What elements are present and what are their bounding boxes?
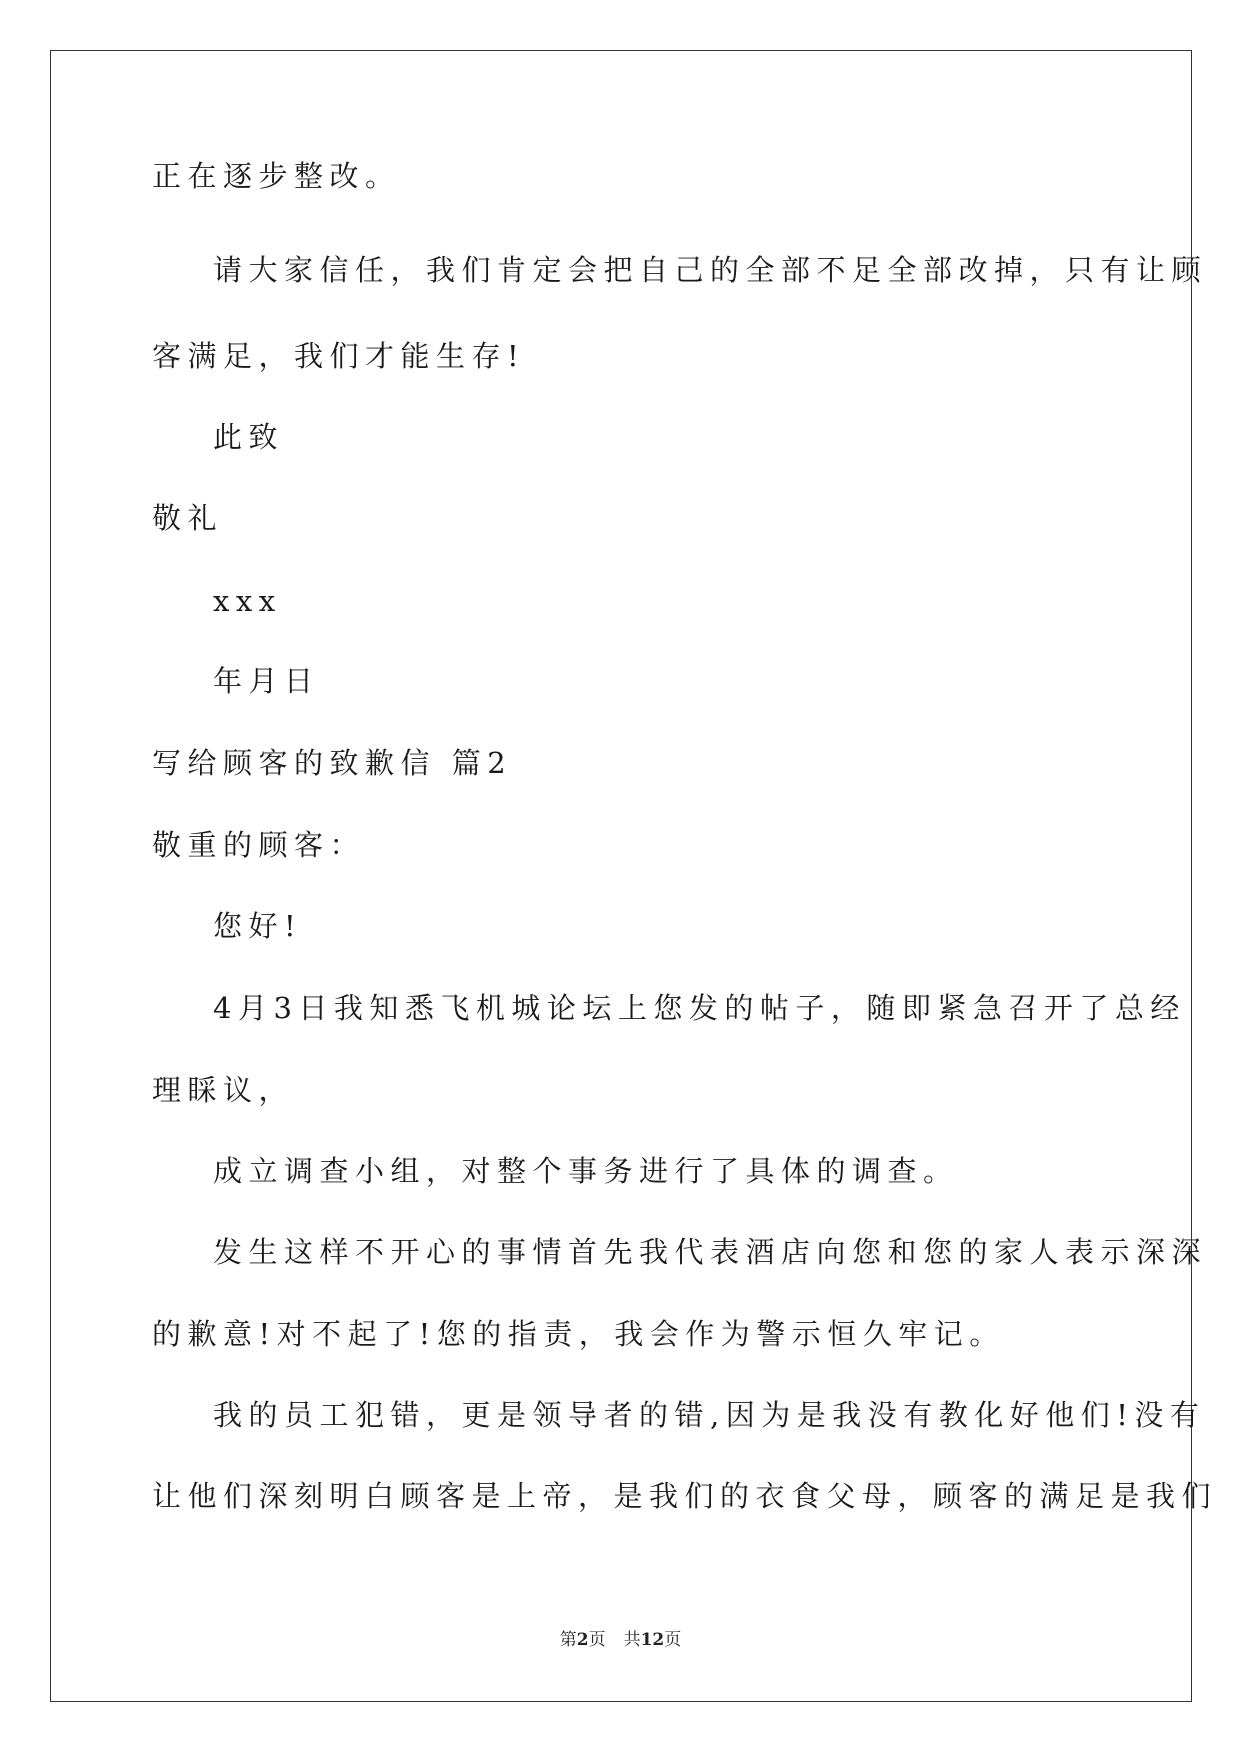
closing-salutation: 此致: [213, 420, 285, 454]
paragraph-line: 发生这样不开心的事情首先我代表酒店向您和您的家人表示深深: [213, 1235, 1208, 1269]
paragraph-line: 4月3日我知悉飞机城论坛上您发的帖子，随即紧急召开了总经: [213, 991, 1186, 1025]
greeting-hello: 您好!: [213, 909, 303, 943]
paragraph-line: 正在逐步整改。: [152, 159, 401, 193]
signature-date: 年月日: [213, 664, 320, 698]
paragraph-line: 让他们深刻明白顾客是上帝，是我们的衣食父母，顾客的满足是我们: [152, 1479, 1218, 1513]
page-number: 2: [576, 1630, 589, 1650]
paragraph-line: 我的员工犯错，更是领导者的错,因为是我没有教化好他们!没有: [213, 1398, 1206, 1432]
page-prefix: 第: [559, 1630, 577, 1650]
page-border: [50, 50, 1192, 1702]
closing-regards: 敬礼: [152, 501, 224, 535]
greeting: 敬重的顾客：: [152, 828, 366, 862]
page-footer: [0, 1625, 1241, 1650]
paragraph-line: 理睬议，: [152, 1073, 295, 1107]
paragraph-line: 的歉意!对不起了!您的指责，我会作为警示恒久牢记。: [152, 1317, 1005, 1351]
page-suffix: 页: [588, 1630, 606, 1650]
total-pages: 12: [640, 1630, 665, 1650]
paragraph-line: 客满足，我们才能生存!: [152, 339, 526, 373]
section-heading: 写给顾客的致歉信 篇2: [152, 746, 513, 780]
total-suffix: 页: [664, 1630, 682, 1650]
paragraph-line: 请大家信任，我们肯定会把自己的全部不足全部改掉，只有让顾: [213, 253, 1208, 287]
total-prefix: 共: [623, 1630, 641, 1650]
paragraph-line: 成立调查小组，对整个事务进行了具体的调查。: [213, 1154, 959, 1188]
signature-name: xxx: [213, 584, 282, 618]
